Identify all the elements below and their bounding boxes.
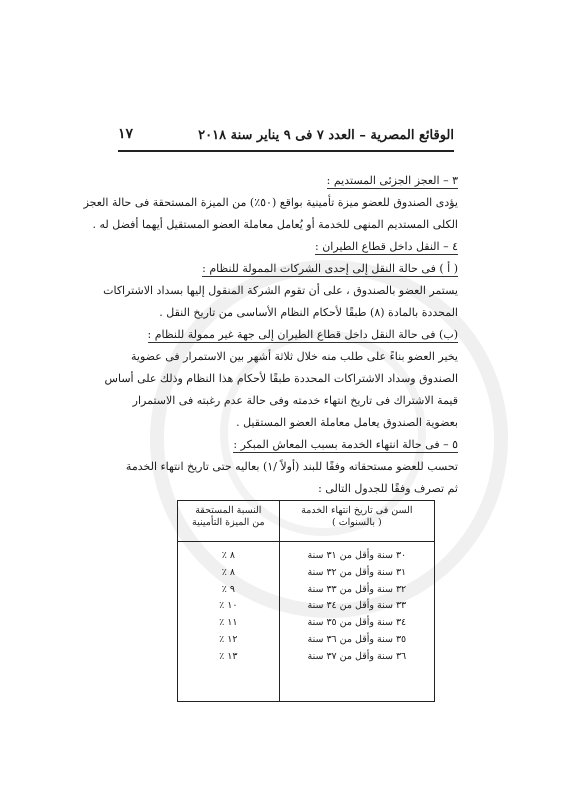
table-cell-age: ٣١ سنة وأقل من ٣٢ سنة [307,566,407,578]
table-cell-percentage: ٩ ٪ [221,583,235,595]
paragraph-line: قيمة الاشتراك فى تاريخ انتهاء خدمته وفى حالة عدم رغبته فى الاستمرار [132,394,458,407]
table-cell-age: ٣٣ سنة وأقل من ٣٤ سنة [307,600,407,612]
table-header-percentage: النسبة المستحقة من الميزة التأمينية [178,501,280,542]
table-cell-percentage: ١٠ ٪ [219,600,238,612]
table-header-age: السن فى تاريخ انتهاء الخدمة ( بالسنوات ) [279,501,434,542]
table-cell-percentage: ١٢ ٪ [219,633,238,645]
table-age-column [279,542,434,702]
paragraph-line: يؤدى الصندوق للعضو ميزة تأمينية بواقع (٥٠٪) من الميزة المستحقة فى حالة العجز [83,196,458,209]
table-cell-percentage: ٨ ٪ [221,566,235,578]
subsection-heading-a: ( أ ) فى حالة النقل إلى إحدى الشركات الممولة للنظام : [202,262,458,275]
paragraph-line: يستمر العضو بالصندوق ، على أن تقوم الشركة المنقول إليها بسداد الاشتراكات [103,284,458,297]
paragraph-line: يخير العضو بناءً على طلب منه خلال ثلاثة أشهر بين الاستمرار فى عضوية [131,350,458,363]
paragraph-line: بعضوية الصندوق يعامل معاملة العضو المستقيل . [236,416,458,429]
table-cell-age: ٣٠ سنة وأقل من ٣١ سنة [307,550,407,561]
table-cell-percentage: ٨ ٪ [221,550,235,561]
page-number: ١٧ [118,126,134,142]
early-pension-table [177,500,435,702]
paragraph-line: تحسب للعضو مستحقاته وفقًا للبند (أولاً /١) بعاليه حتى تاريخ انتهاء الخدمة [125,460,458,473]
table-cell-age: ٣٦ سنة وأقل من ٣٧ سنة [307,650,407,662]
table-cell-percentage: ١١ ٪ [219,617,238,629]
paragraph-line: الكلى المستديم المنهى للخدمة أو يُعامل معاملة العضو المستقيل أيهما أفضل له . [92,218,458,231]
table-cell-age: ٣٤ سنة وأقل من ٣٥ سنة [307,617,407,629]
section-heading-transfer: ٤ – النقل داخل قطاع الطيران : [315,240,458,253]
paragraph-line: الصندوق وسداد الاشتراكات المحددة طبقًا لأحكام هذا النظام وذلك على أساس [104,372,458,385]
table-percentage-column [178,542,280,702]
paragraph-line: ثم تصرف وفقًا للجدول التالى : [318,482,458,495]
table-cell-age: ٣٥ سنة وأقل من ٣٦ سنة [307,633,407,645]
section-heading-early-pension: ٥ – فى حالة انتهاء الخدمة بسبب المعاش المبكر : [233,438,458,451]
section-heading-partial-disability: ٣ – العجز الجزئى المستديم : [326,174,458,187]
page-header [118,124,454,152]
table-cell-age: ٣٢ سنة وأقل من ٣٣ سنة [307,583,407,595]
paragraph-line: المحددة بالمادة (٨) طبقًا لأحكام النظام الأساسى من تاريخ النقل . [159,306,458,319]
subsection-heading-b: (ب) فى حالة النقل داخل قطاع الطيران إلى جهة غير ممولة للنظام : [147,328,458,341]
header-title: الوقائع المصرية – العدد ٧ فى ٩ يناير سنة ٢٠١٨ [198,128,454,143]
table-cell-percentage: ١٣ ٪ [219,650,238,662]
